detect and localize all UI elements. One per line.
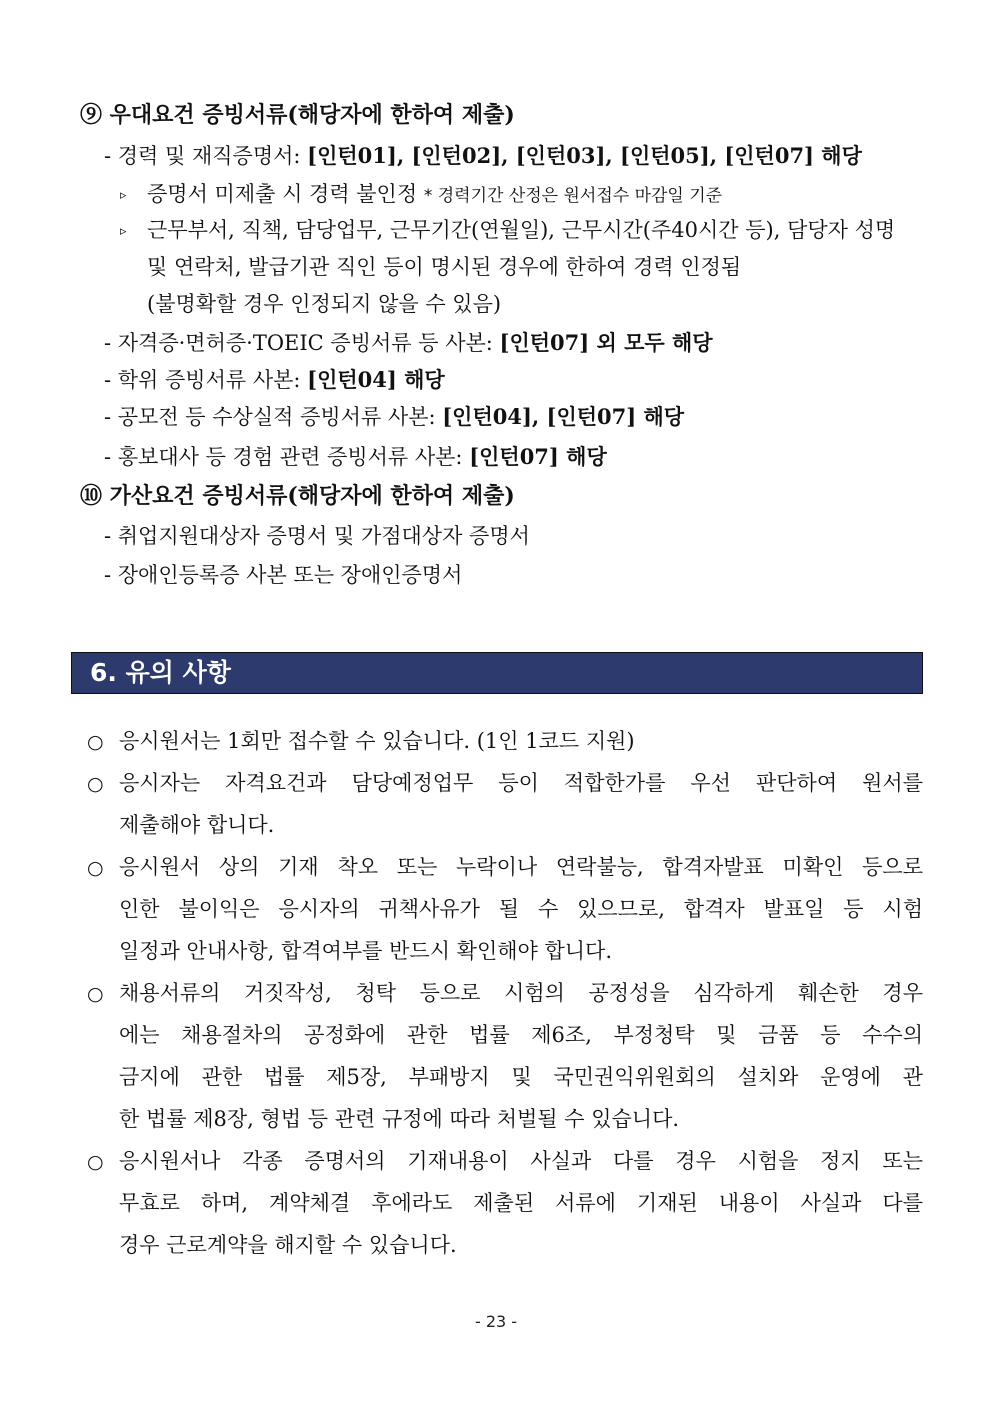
circle-bullet-icon: ○ [87,983,104,1005]
section9-heading: ⑨ 우대요건 증빙서류(해당자에 한하여 제출) [80,102,515,128]
notice-text: 채용서류의 거짓작성, 청탁 등으로 시험의 공정성을 심각하게 훼손한 경우 [119,981,923,1005]
notice-cont: 한 법률 제8장, 형법 등 관련 규정에 따라 처벌될 수 있습니다. [119,1107,680,1131]
notice-cont: 무효로 하며, 계약체결 후에라도 제출된 서류에 기재된 내용이 사실과 다를 [119,1191,923,1215]
section6-header-bar [71,652,923,694]
notice-text: 응시원서 상의 기재 착오 또는 누락이나 연락불능, 합격자발표 미확인 등으로 [119,855,923,879]
notice-item-2 [87,769,923,798]
ambassador-item [104,443,607,471]
item-applicable: [인턴01], [인턴02], [인턴03], [인턴05], [인턴07] 해당 [307,143,862,168]
triangle-bullet-icon: ▹ [120,224,127,239]
note-text: 근무부서, 직책, 담당업무, 근무기간(연월일), 근무시간(주40시간 등), 담당자 성명 [147,218,896,242]
item-applicable: [인턴07] 해당 [469,444,607,469]
notice-text: 응시자는 자격요건과 담당예정업무 등이 적합한가를 우선 판단하여 원서를 [119,771,923,795]
item-label: - 경력 및 재직증명서: [104,144,308,168]
notice-item-1 [87,727,923,756]
notice-cont: 에는 채용절차의 공정화에 관한 법률 제6조, 부정청탁 및 금품 등 수수의 [119,1023,923,1047]
section10-item: - 취업지원대상자 증명서 및 가점대상자 증명서 [104,524,530,548]
career-note-2 [120,216,895,246]
career-note-2-cont: (불명확할 경우 인정되지 않을 수 있음) [147,292,502,316]
item-label: - 학위 증빙서류 사본: [104,368,308,392]
note-text: 증명서 미제출 시 경력 불인정 [147,182,418,206]
section6-title: 6. 유의 사항 [90,658,231,687]
notice-text: 응시원서는 1회만 접수할 수 있습니다. (1인 1코드 지원) [119,729,635,753]
notice-cont: 금지에 관한 법률 제5장, 부패방지 및 국민권익위원회의 설치와 운영에 관 [119,1065,923,1089]
career-note-2-cont: 및 연락처, 발급기관 직인 등이 명시된 경우에 한하여 경력 인정됨 [147,255,742,279]
circle-bullet-icon: ○ [87,773,104,795]
notice-cont: 일정과 안내사항, 합격여부를 반드시 확인해야 합니다. [119,939,613,963]
section10-item: - 장애인등록증 사본 또는 장애인증명서 [104,563,463,587]
notice-item-3 [87,853,923,882]
circle-bullet-icon: ○ [87,1151,104,1173]
notice-item-4 [87,979,923,1008]
award-item [104,403,684,431]
triangle-bullet-icon: ▹ [120,188,127,203]
item-applicable: [인턴07] 외 모두 해당 [499,330,713,355]
career-certificate-item [104,142,862,170]
circle-bullet-icon: ○ [87,857,104,879]
notice-cont: 제출해야 합니다. [119,813,275,837]
career-note-1 [120,180,722,210]
circle-bullet-icon: ○ [87,731,104,753]
notice-cont: 인한 불이익은 응시자의 귀책사유가 될 수 있으므로, 합격자 발표일 등 시험 [119,897,923,921]
degree-item [104,366,445,394]
notice-text: 응시원서나 각종 증명서의 기재내용이 사실과 다를 경우 시험을 정지 또는 [119,1149,923,1173]
notice-item-5 [87,1147,923,1176]
item-applicable: [인턴04] 해당 [307,367,445,392]
item-applicable: [인턴04], [인턴07] 해당 [442,404,685,429]
page-number: - 23 - [474,1312,518,1331]
license-item [104,329,713,357]
item-label: - 홍보대사 등 경험 관련 증빙서류 사본: [104,445,470,469]
note-small-text: * 경력기간 산정은 원서접수 마감일 기준 [423,186,723,206]
item-label: - 자격증·면허증·TOEIC 증빙서류 등 사본: [104,331,500,355]
section10-heading: ⑩ 가산요건 증빙서류(해당자에 한하여 제출) [80,483,515,509]
notice-cont: 경우 근로계약을 해지할 수 있습니다. [119,1233,457,1257]
item-label: - 공모전 등 수상실적 증빙서류 사본: [104,405,443,429]
